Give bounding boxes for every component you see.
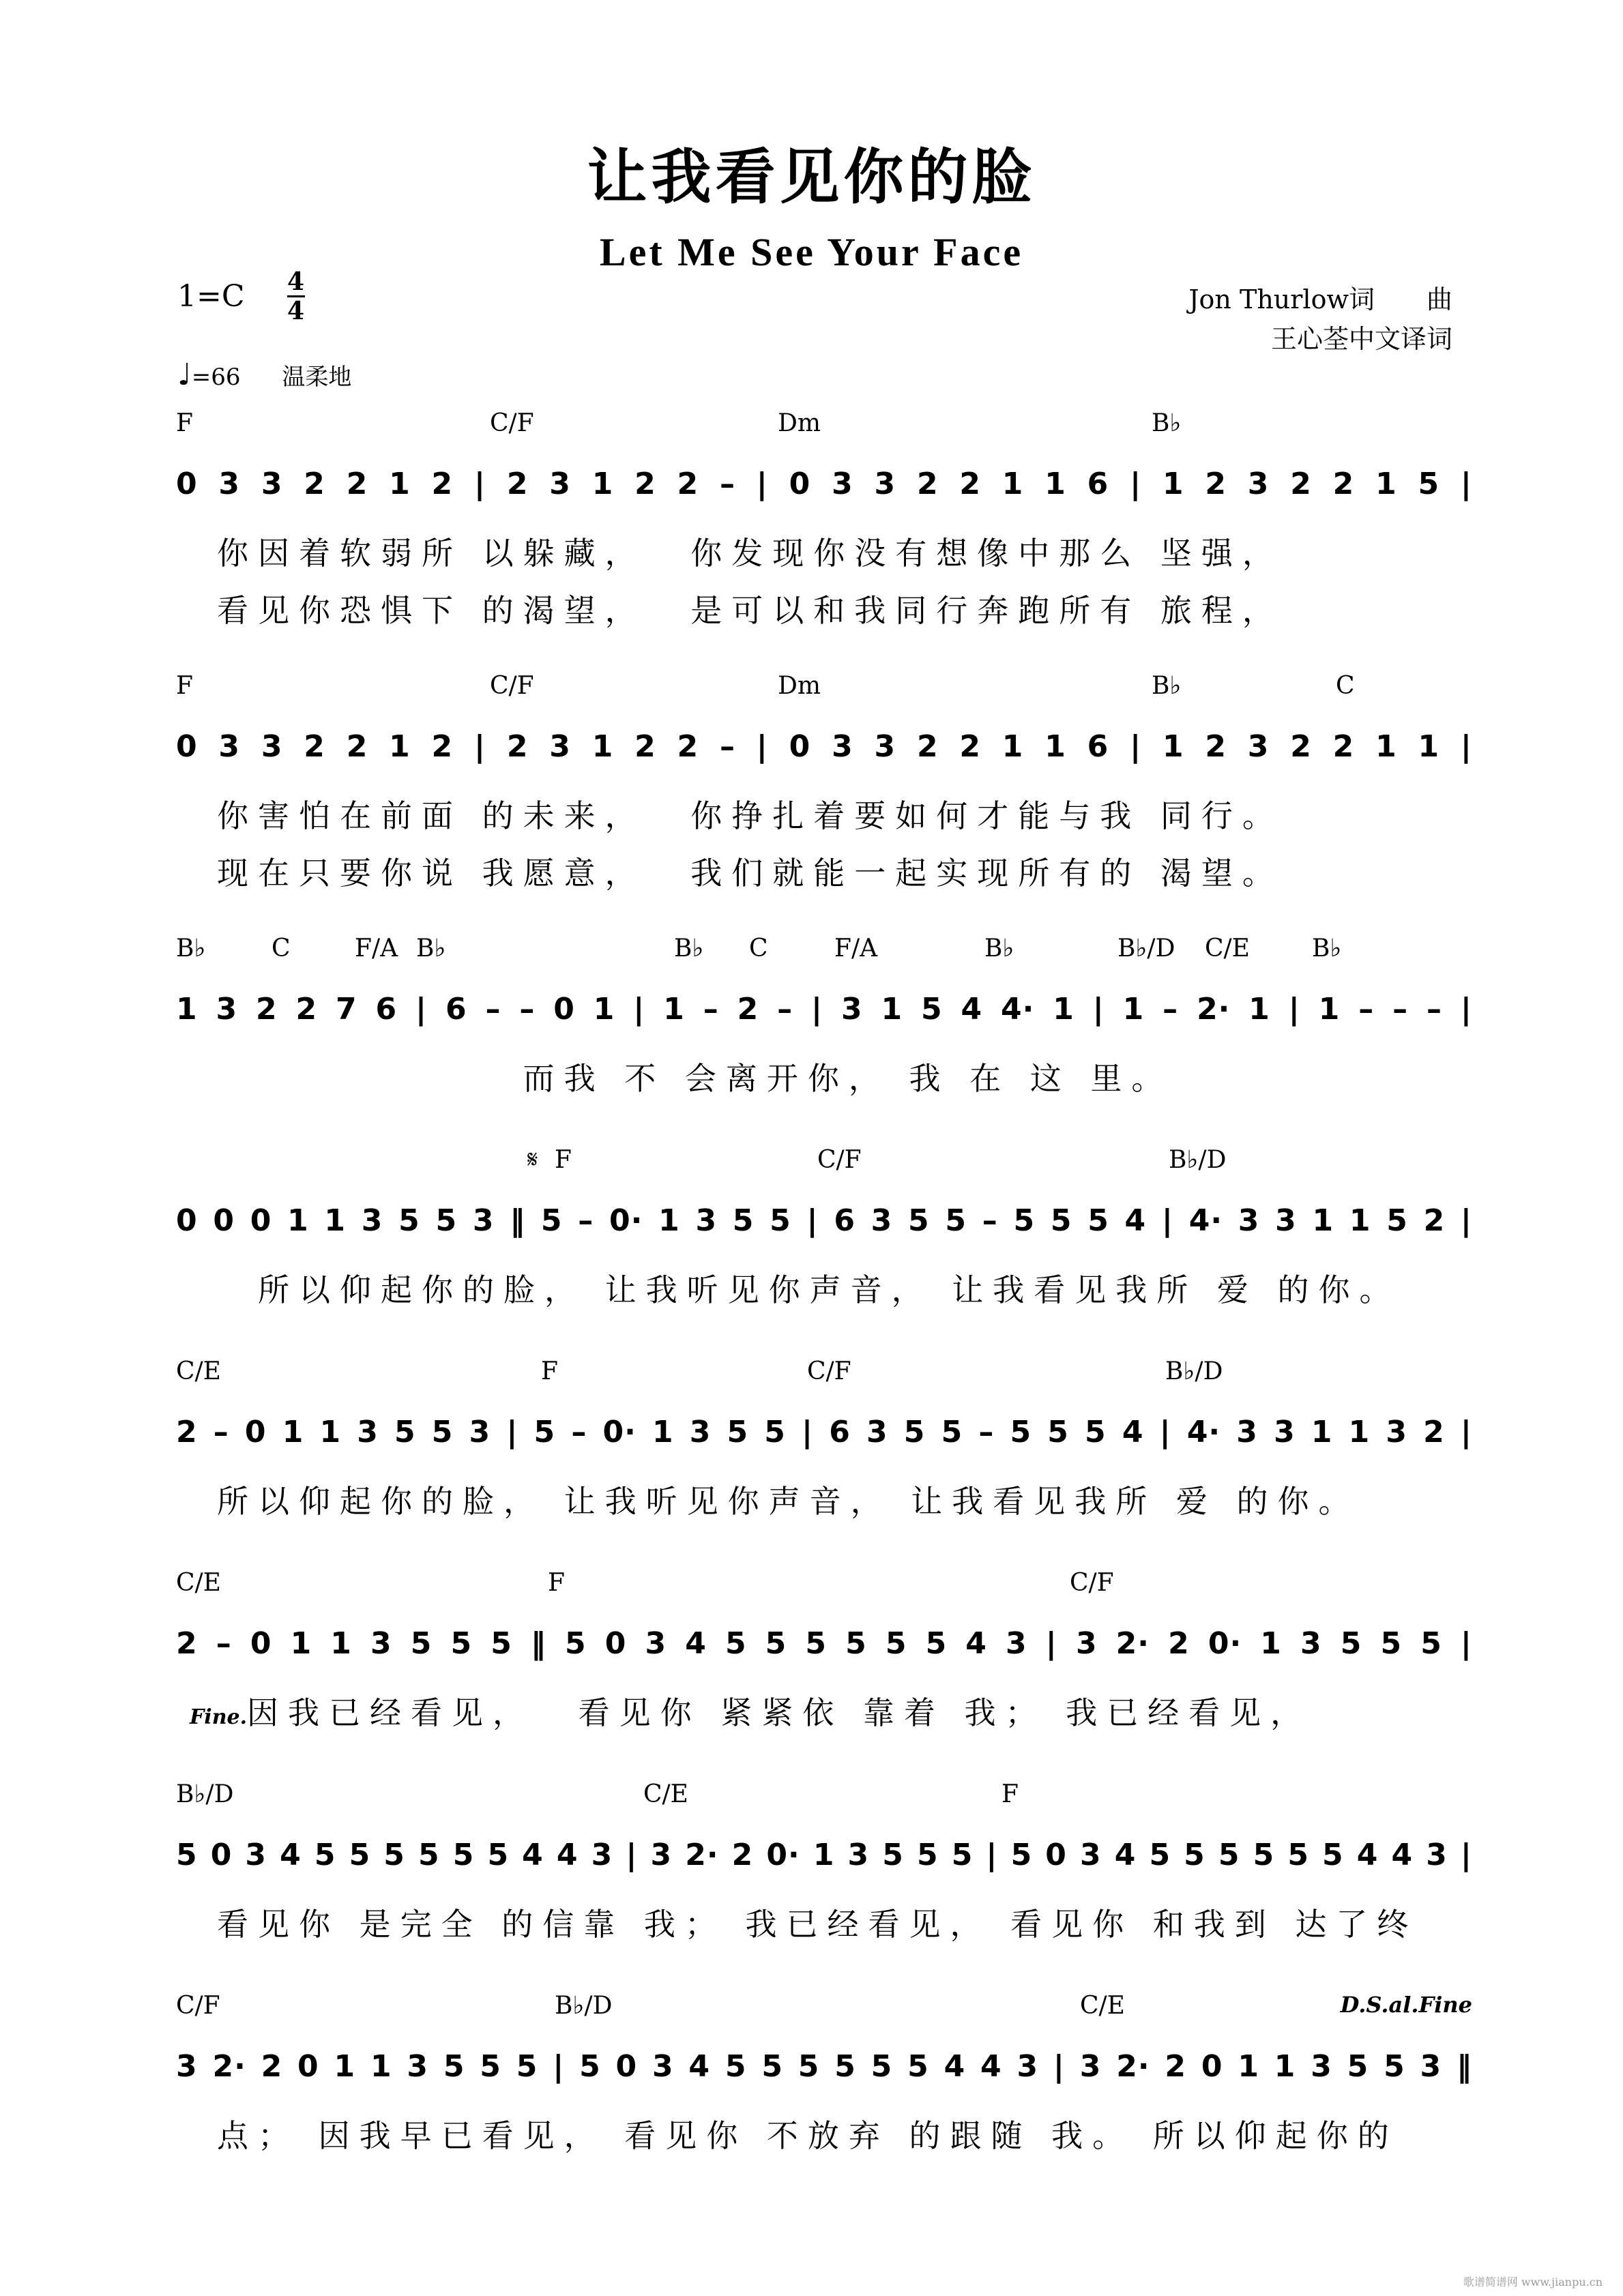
chord-symbol: B♭/D — [555, 1992, 613, 2020]
credit-lyricist-composer: Jon Thurlow词 曲 — [1188, 284, 1452, 314]
note-row: 2 – 0 1 1 3 5 5 5 ‖ 5 0 3 4 5 5 5 5 5 5 4 3 | 3 2· 2 0· 1 3 5 5 5 | — [176, 1626, 1472, 1661]
chord-symbol: C/F — [1070, 1569, 1114, 1597]
chord-symbol: B♭/D — [1169, 1146, 1227, 1174]
lyric-line — [176, 1477, 1472, 1522]
tempo-marking — [177, 357, 351, 392]
tempo-bpm: =66 — [191, 364, 241, 391]
chord-symbol: F — [548, 1569, 565, 1597]
key-signature: 1=C — [177, 279, 245, 314]
lyric-text: 看见你 是完全 的信靠 我； 我已经看见， 看见你 和我到 达了终 — [217, 1906, 1418, 1943]
lyric-text: 而我 不 会离开你， 我 在 这 里。 — [217, 1060, 1173, 1097]
lyric-line — [176, 586, 1472, 631]
chord-symbol: C/E — [176, 1357, 221, 1385]
lyric-text: 所以仰起你的脸， 让我听见你声音， 让我看见我所 爱 的你。 — [217, 1483, 1360, 1520]
lyric-text: 点； 因我早已看见， 看见你 不放弃 的跟随 我。 所以仰起你的 — [217, 2117, 1399, 2154]
chord-row — [176, 1146, 1472, 1180]
chord-row — [176, 672, 1472, 706]
score-system — [176, 672, 1472, 892]
chord-symbol: F/A — [355, 934, 398, 962]
chord-symbol: B♭ — [1152, 409, 1182, 437]
chord-row — [176, 409, 1472, 443]
chord-row — [176, 934, 1472, 969]
score-system — [176, 1992, 1472, 2196]
chord-symbol: F — [555, 1146, 572, 1174]
lyric-text: 因我已经看见， 看见你 紧紧依 靠着 我； 我已经看见， — [247, 1694, 1312, 1731]
lyric-text: 所以仰起你的脸， 让我听见你声音， 让我看见我所 爱 的你。 — [217, 1271, 1401, 1308]
chord-symbol: F — [1001, 1780, 1019, 1808]
note-row: 5 0 3 4 5 5 5 5 5 5 4 4 3 | 3 2· 2 0· 1 3 5 5 5 | 5 0 3 4 5 5 5 5 5 5 4 4 3 | — [176, 1838, 1472, 1872]
chord-row — [176, 1569, 1472, 1603]
score-system — [176, 934, 1472, 1139]
quarter-note-icon: ♩ — [177, 357, 192, 392]
chord-symbol: C — [272, 934, 291, 962]
chord-symbol: C/F — [176, 1992, 220, 2020]
key-tempo-block — [177, 269, 351, 392]
chord-symbol: B♭ — [1152, 672, 1182, 700]
lyric-line — [176, 1265, 1472, 1310]
lyric-line — [176, 529, 1472, 574]
chord-symbol: B♭/D — [176, 1780, 234, 1808]
chord-symbol: C/E — [1080, 1992, 1125, 2020]
chord-row — [176, 1357, 1472, 1392]
chord-symbol: C/E — [176, 1569, 221, 1597]
note-row: 0 3 3 2 2 1 2 | 2 3 1 2 2 – | 0 3 3 2 2 1 1 6 | 1 2 3 2 2 1 1 | — [176, 729, 1472, 764]
score-system — [176, 1146, 1472, 1351]
lyric-text: 现在只要你说 我愿意， 我们就能一起实现所有的 渴望。 — [217, 855, 1283, 892]
chord-symbol: Dm — [778, 672, 821, 700]
chord-symbol: B♭ — [176, 934, 206, 962]
score-system — [176, 1569, 1472, 1773]
note-row: 2 – 0 1 1 3 5 5 3 | 5 – 0· 1 3 5 5 | 6 3 5 5 – 5 5 5 4 | 4· 3 3 1 1 3 2 | — [176, 1415, 1472, 1449]
note-row: 0 3 3 2 2 1 2 | 2 3 1 2 2 – | 0 3 3 2 2 1 1 6 | 1 2 3 2 2 1 5 | — [176, 467, 1472, 501]
time-signature-bottom: 4 — [287, 297, 305, 325]
fine-marker: Fine. — [190, 1705, 248, 1729]
lyric-line — [176, 791, 1472, 836]
lyric-text: 看见你恐惧下 的渴望， 是可以和我同行奔跑所有 旅程， — [217, 592, 1283, 629]
chord-row — [176, 1992, 1472, 2026]
chord-symbol: Dm — [778, 409, 821, 437]
chord-symbol: C — [749, 934, 768, 962]
lyric-line — [176, 2111, 1472, 2156]
lyric-text: 你害怕在前面 的未来， 你挣扎着要如何才能与我 同行。 — [217, 797, 1283, 834]
chord-symbol: C/F — [817, 1146, 862, 1174]
chord-symbol: F — [541, 1357, 558, 1385]
song-title-english: Let Me See Your Face — [599, 230, 1024, 274]
ds-al-fine-marker: D.S.al.Fine — [1340, 1992, 1472, 2018]
score-system — [176, 409, 1472, 629]
chord-symbol: C/F — [490, 672, 534, 700]
lyric-text: 你因着软弱所 以躲藏， 你发现你没有想像中那么 坚强， — [217, 535, 1283, 572]
lyric-line — [176, 1054, 1472, 1099]
chord-symbol: C/F — [807, 1357, 851, 1385]
note-row: 0 0 0 1 1 3 5 5 3 ‖ 5 – 0· 1 3 5 5 | 6 3 5 5 – 5 5 5 4 | 4· 3 3 1 1 5 2 | — [176, 1203, 1472, 1238]
lyric-line — [176, 1688, 1472, 1733]
chord-symbol: B♭ — [674, 934, 704, 962]
score-system — [176, 1780, 1472, 1985]
segno-sign: 𝄋 — [527, 1146, 538, 1174]
time-signature-top: 4 — [287, 267, 305, 296]
chord-symbol: F — [176, 672, 193, 700]
watermark: 歌谱简谱网 www.jianpu.cn — [1463, 2276, 1603, 2288]
tempo-mood: 温柔地 — [282, 364, 352, 391]
chord-symbol: C/F — [490, 409, 534, 437]
chord-symbol: B♭/D — [1165, 1357, 1223, 1385]
credits — [1188, 280, 1452, 359]
chord-symbol: F/A — [834, 934, 878, 962]
chord-symbol: B♭ — [984, 934, 1014, 962]
lyric-line — [176, 849, 1472, 894]
time-signature — [287, 269, 305, 323]
chord-symbol: C/E — [1205, 934, 1250, 962]
chord-symbol: C/E — [643, 1780, 688, 1808]
chord-symbol: B♭ — [416, 934, 446, 962]
score-system — [176, 1357, 1472, 1562]
song-title-chinese: 让我看见你的脸 — [587, 141, 1036, 212]
note-row: 3 2· 2 0 1 1 3 5 5 5 | 5 0 3 4 5 5 5 5 5 5 4 4 3 | 3 2· 2 0 1 1 3 5 5 3 ‖ — [176, 2049, 1472, 2084]
note-row: 1 3 2 2 7 6 | 6 – – 0 1 | 1 – 2 – | 3 1 5 4 4· 1 | 1 – 2· 1 | 1 – – – | — [176, 992, 1472, 1027]
chord-symbol: F — [176, 409, 193, 437]
chord-row — [176, 1780, 1472, 1814]
chord-symbol: B♭/D — [1117, 934, 1175, 962]
credit-translator: 王心荃中文译词 — [1270, 324, 1452, 354]
chord-symbol: C — [1336, 672, 1355, 700]
chord-symbol: B♭ — [1312, 934, 1342, 962]
lyric-line — [176, 1900, 1472, 1945]
